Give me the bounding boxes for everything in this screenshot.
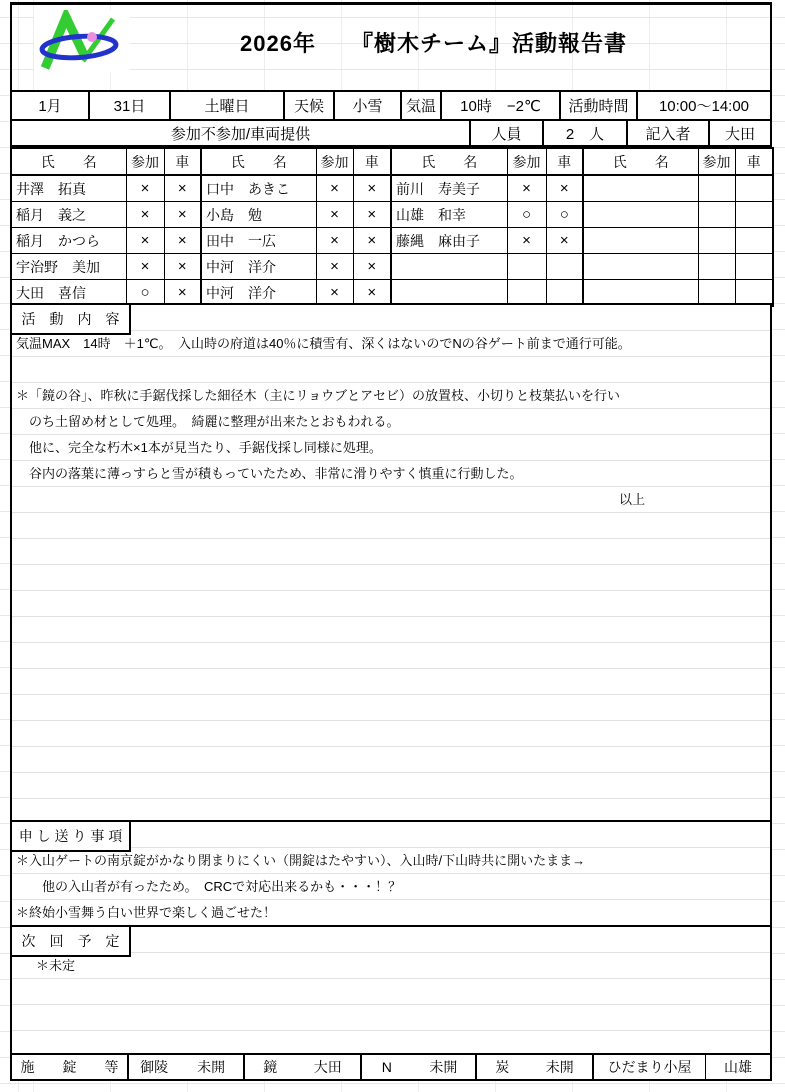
page-title: 2026年 『樹木チーム』活動報告書 <box>240 31 627 56</box>
attendance-row <box>11 228 773 254</box>
member-name-cell: 大田 喜信 <box>11 280 126 307</box>
activity-line: ＊「鏡の谷」、昨秋に手鋸伐採した細径木（主にリョウブとアセビ）の放置枝、小切りと枝葉払いを行い <box>16 388 620 403</box>
lock-status: 未開 <box>545 1059 574 1075</box>
car-mark-cell <box>735 202 773 228</box>
activity-line: のち土留め材として処理。 綺麗に整理が出来たとおもわれる。 <box>16 414 400 429</box>
join-mark-cell <box>698 175 735 202</box>
notes-line: ＊入山ゲートの南京錠がかなり閉まりにくい（開錠はたやすい）、入山時/下山時共に開いたまま→ <box>16 853 586 868</box>
join-mark-cell: × <box>507 228 546 254</box>
car-mark-cell: × <box>546 228 583 254</box>
member-name-cell <box>583 202 698 228</box>
join-mark-cell: × <box>507 175 546 202</box>
join-mark-cell: × <box>126 228 164 254</box>
car-mark-cell <box>735 175 773 202</box>
col-header-join: 参加 <box>698 148 735 175</box>
lock-name: 炭 <box>495 1059 510 1075</box>
temp-label-cell: 気温 <box>402 92 442 119</box>
recorder-label-cell: 記入者 <box>628 121 710 145</box>
car-mark-cell: × <box>164 202 201 228</box>
member-name-cell: 井澤 拓真 <box>11 175 126 202</box>
activity-label: 活 動 内 容 <box>10 303 131 335</box>
col-header-car: 車 <box>735 148 773 175</box>
lock-name: ひだまり小屋 <box>594 1055 706 1079</box>
member-name-cell: 中河 洋介 <box>201 254 316 280</box>
car-mark-cell <box>735 228 773 254</box>
lock-cell <box>245 1055 362 1079</box>
member-name-cell: 稲月 義之 <box>11 202 126 228</box>
car-mark-cell: × <box>164 254 201 280</box>
car-mark-cell: ○ <box>546 202 583 228</box>
col-header-car: 車 <box>164 148 201 175</box>
col-header-join: 参加 <box>126 148 164 175</box>
join-mark-cell <box>698 228 735 254</box>
join-mark-cell: ○ <box>126 280 164 307</box>
car-mark-cell: × <box>164 280 201 307</box>
lock-cell <box>477 1055 594 1079</box>
lock-name: 鏡 <box>263 1059 278 1075</box>
lock-cell <box>362 1055 477 1079</box>
title-block <box>10 2 772 90</box>
join-mark-cell <box>698 202 735 228</box>
attendance-header-row <box>11 148 773 175</box>
car-mark-cell: × <box>546 175 583 202</box>
col-header-car: 車 <box>546 148 583 175</box>
car-mark-cell: × <box>353 254 391 280</box>
car-mark-cell: × <box>353 175 391 202</box>
notes-label: 申 し 送 り 事 項 <box>10 820 131 852</box>
member-name-cell: 小島 勉 <box>201 202 316 228</box>
activity-line: 谷内の落葉に薄っすらと雪が積もっていたため、非常に滑りやすく慎重に行動した。 <box>16 466 523 481</box>
col-header-car: 車 <box>353 148 391 175</box>
join-mark-cell: × <box>316 254 353 280</box>
day-cell: 31日 <box>90 92 171 119</box>
weather-value-cell: 小雪 <box>335 92 402 119</box>
join-mark-cell: × <box>126 202 164 228</box>
join-mark-cell: × <box>126 254 164 280</box>
lock-name: 御陵 <box>140 1059 169 1075</box>
car-mark-cell: × <box>353 228 391 254</box>
col-header-join: 参加 <box>507 148 546 175</box>
attendance-title-cell: 参加不参加/車両提供 <box>12 121 471 145</box>
member-name-cell <box>583 228 698 254</box>
personnel-value-cell: 2 人 <box>544 121 628 145</box>
notes-section <box>10 820 772 925</box>
lock-status: 山雄 <box>724 1059 752 1075</box>
activity-line: 他に、完全な朽木×1本が見当たり、手鋸伐採し同様に処理。 <box>16 440 382 455</box>
member-name-cell: 中河 洋介 <box>201 280 316 307</box>
join-mark-cell <box>698 254 735 280</box>
activity-line <box>12 357 772 383</box>
col-header-name: 氏 名 <box>201 148 316 175</box>
col-header-name: 氏 名 <box>391 148 507 175</box>
member-name-cell <box>583 175 698 202</box>
join-mark-cell: × <box>316 280 353 307</box>
member-name-cell: 山雄 和幸 <box>391 202 507 228</box>
personnel-label-cell: 人員 <box>471 121 544 145</box>
lock-cell <box>129 1055 245 1079</box>
duration-value-cell: 10:00～14:00 <box>658 98 750 115</box>
activity-section <box>10 303 772 820</box>
join-mark-cell: ○ <box>507 202 546 228</box>
attendance-table <box>10 147 774 307</box>
lock-name: N <box>381 1059 392 1075</box>
car-mark-cell: × <box>353 280 391 307</box>
member-name-cell: 宇治野 美加 <box>11 254 126 280</box>
member-name-cell: 口中 あきこ <box>201 175 316 202</box>
activity-line: 気温MAX 14時 ＋1℃。 入山時の府道は40％に積雪有、深くはないのでNの谷ゲート前まで通行可能。 <box>16 336 631 351</box>
locks-label: 施 錠 等 <box>12 1055 129 1079</box>
attendance-row <box>11 202 773 228</box>
member-name-cell: 田中 一広 <box>201 228 316 254</box>
member-name-cell: 前川 寿美子 <box>391 175 507 202</box>
next-plan-label: 次 回 予 定 <box>10 925 131 957</box>
next-plan-section <box>10 925 772 1053</box>
member-name-cell: 藤縄 麻由子 <box>391 228 507 254</box>
lock-status: 未開 <box>429 1059 458 1075</box>
notes-line: ＊終始小雪舞う白い世界で楽しく過ごせた！ <box>16 905 277 920</box>
date-row <box>10 90 772 121</box>
lock-status: 未開 <box>197 1059 226 1075</box>
recorder-value-cell: 大田 <box>724 125 755 143</box>
activity-closing: 以上 <box>619 492 646 507</box>
member-name-cell: 稲月 かつら <box>11 228 126 254</box>
duration-label-cell: 活動時間 <box>561 92 638 119</box>
join-mark-cell: × <box>316 175 353 202</box>
car-mark-cell: × <box>164 228 201 254</box>
next-plan-line: ＊未定 <box>36 958 76 973</box>
col-header-join: 参加 <box>316 148 353 175</box>
car-mark-cell: × <box>353 202 391 228</box>
car-mark-cell <box>546 254 583 280</box>
member-name-cell <box>583 254 698 280</box>
member-name-cell <box>391 254 507 280</box>
weekday-cell: 土曜日 <box>171 92 285 119</box>
col-header-name: 氏 名 <box>11 148 126 175</box>
weather-label-cell: 天候 <box>285 92 335 119</box>
info-row <box>10 121 772 147</box>
join-mark-cell: × <box>316 202 353 228</box>
attendance-row <box>11 254 773 280</box>
notes-line: 他の入山者が有ったため。 CRCで対応出来るかも・・・！？ <box>16 879 402 894</box>
car-mark-cell: × <box>164 175 201 202</box>
join-mark-cell: × <box>316 228 353 254</box>
lock-status: 大田 <box>313 1059 342 1075</box>
join-mark-cell: × <box>126 175 164 202</box>
join-mark-cell <box>507 254 546 280</box>
month-cell: 1月 <box>12 92 90 119</box>
attendance-row <box>11 175 773 202</box>
col-header-name: 氏 名 <box>583 148 698 175</box>
temp-value-cell: 10時 −2℃ <box>442 92 561 119</box>
car-mark-cell <box>735 254 773 280</box>
lock-cell <box>594 1055 770 1079</box>
locks-row <box>10 1053 772 1081</box>
